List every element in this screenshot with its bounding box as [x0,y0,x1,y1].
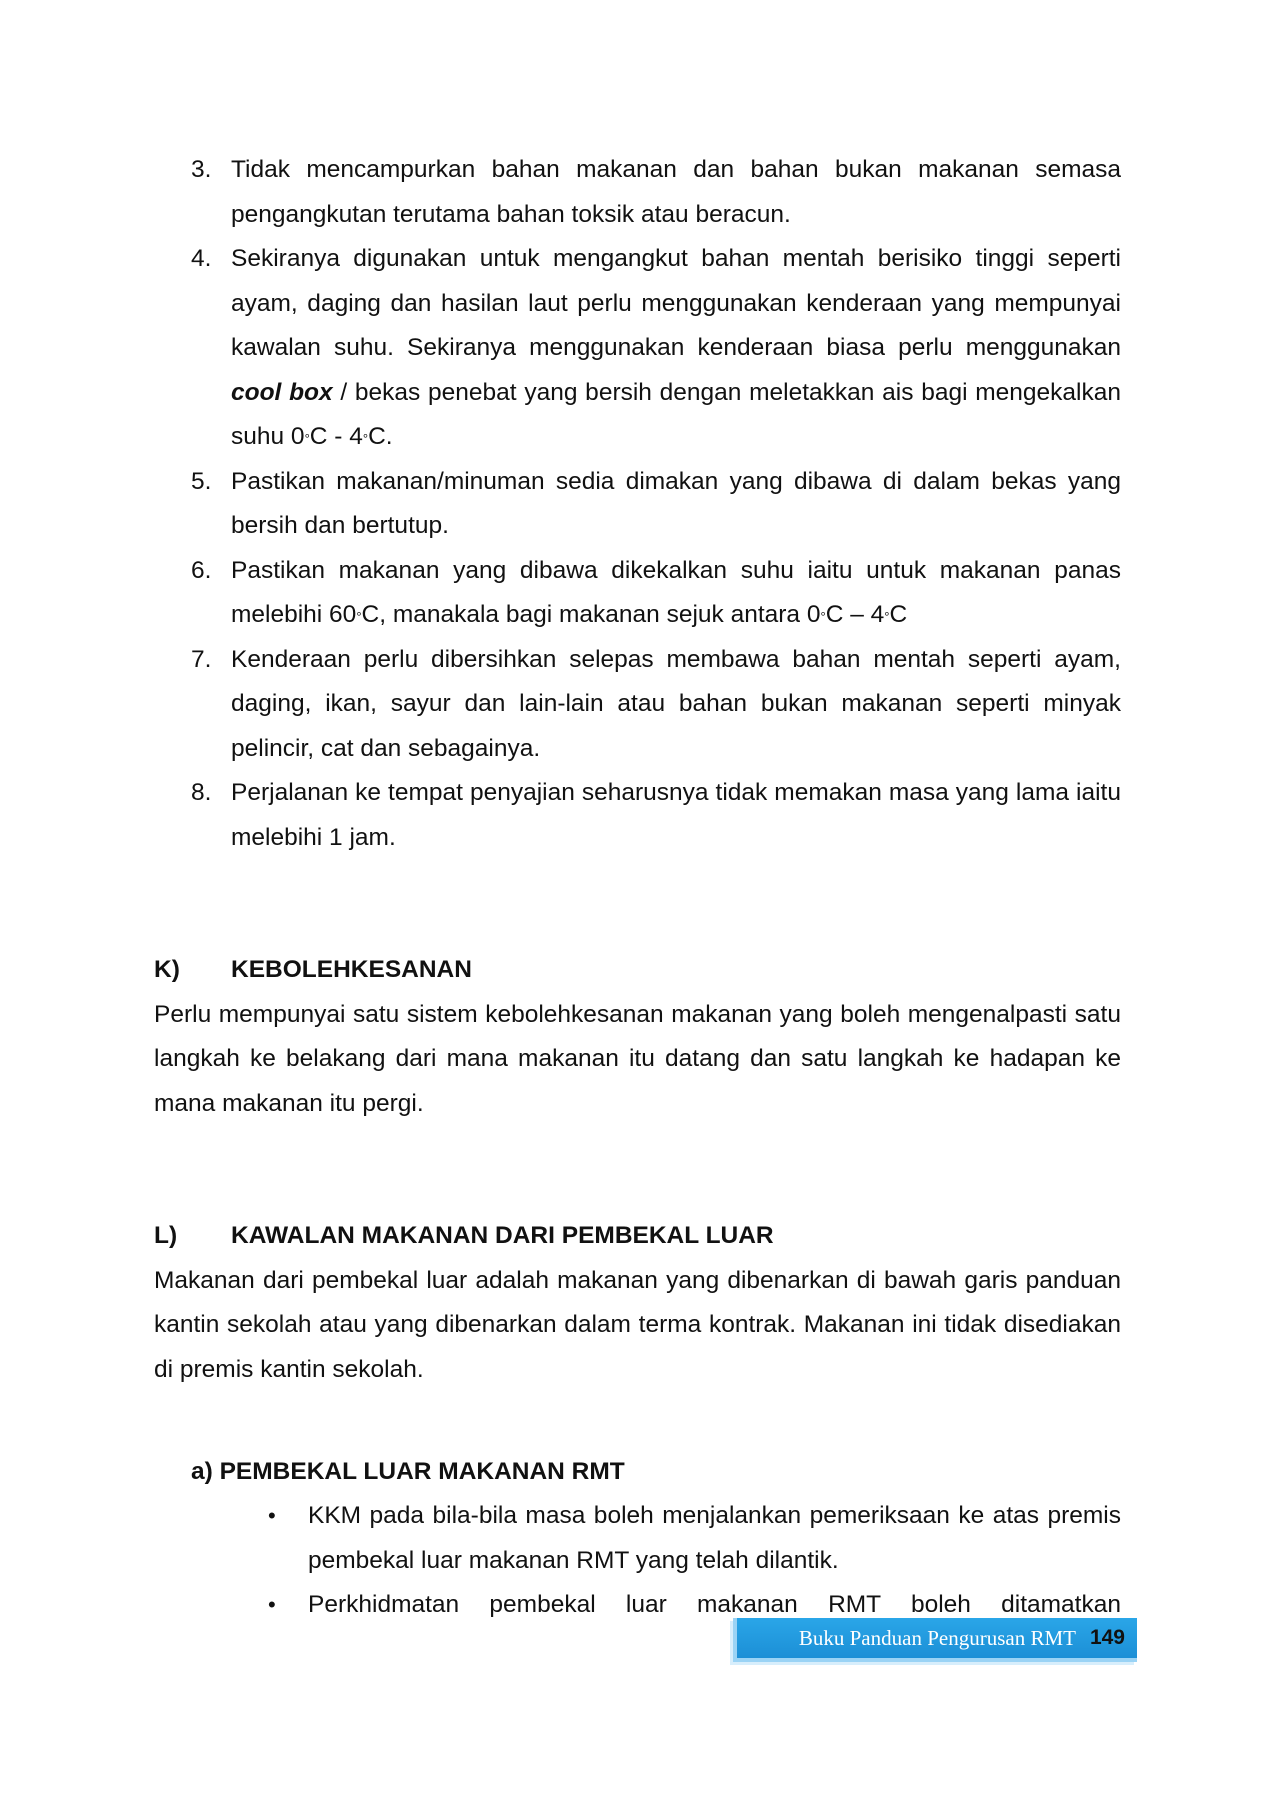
degree-symbol: ° [884,609,890,624]
list-number: 7. [191,645,212,673]
subsection-a [191,1450,1121,1495]
list-text: Perjalanan ke tempat penyajian seharusnya tidak memakan masa yang lama iaitu melebihi 1 jam. [231,779,1121,851]
list-number: 4. [191,245,212,272]
section-title: KAWALAN MAKANAN DARI PEMBEKAL LUAR [231,1222,774,1249]
list-text: Pastikan makanan/minuman sedia dimakan yang dibawa di dalam bekas yang bersih dan bertutup. [231,467,1121,539]
list-item [191,460,1121,549]
bullet-dot-icon: • [268,1592,276,1617]
list-number: 3. [191,156,212,183]
degree-symbol: ° [356,609,362,624]
section-k [154,948,1121,1126]
bullet-text: Perkhidmatan pembekal luar makanan RMT boleh ditamatkan [308,1591,1121,1618]
emphasis-cool-box: cool box [231,378,333,406]
list-text: Kenderaan perlu dibersihkan selepas membawa bahan mentah seperti ayam, daging, ikan, sayur dan lain-lain atau bahan bukan makanan seperti minyak pelincir, cat dan sebagainya. [231,645,1121,762]
list-number: 6. [191,556,212,584]
section-letter: K) [154,956,180,983]
degree-symbol: ° [362,431,369,446]
section-k-heading [154,948,1121,993]
section-l-body: Makanan dari pembekal luar adalah makanan yang dibenarkan di bawah garis panduan kantin sekolah atau yang dibenarkan dalam terma kontrak. Makanan ini tidak disediakan di premis kantin sekolah. [154,1266,1121,1383]
list-text: C – 4 [825,601,885,628]
list-text: C [889,601,908,628]
list-text: C - 4 [309,423,363,450]
bullet-item [268,1494,1121,1583]
footer-banner [733,1618,1137,1662]
list-item [191,771,1121,860]
footer-title: Buku Panduan Pengurusan RMT [798,1625,1076,1650]
list-text: / bekas penebat yang bersih dengan meletakkan ais bagi mengekalkan suhu 0 [231,378,1121,450]
bullet-text: KKM pada bila-bila masa boleh menjalankan pemeriksaan ke atas premis pembekal luar makanan RMT yang telah dilantik. [308,1502,1121,1574]
section-letter: L) [154,1222,178,1249]
list-item [191,148,1121,237]
section-l-heading [154,1214,1121,1259]
subsection-a-heading: a) PEMBEKAL LUAR MAKANAN RMT [191,1458,625,1485]
list-text: Sekiranya digunakan untuk mengangkut bahan mentah berisiko tinggi seperti ayam, daging dan hasilan laut perlu menggunakan kenderaan yang mempunyai kawalan suhu. Sekiranya menggunakan kenderaan biasa perlu menggunakan [231,245,1121,361]
degree-symbol: ° [820,609,826,624]
list-number: 8. [191,779,212,806]
list-item [191,638,1121,772]
list-text: C. [368,423,393,450]
transport-rules-list [191,148,1121,860]
list-text: C, manakala bagi makanan sejuk antara 0 [361,601,821,628]
bullet-dot-icon: • [268,1503,276,1528]
section-l [154,1214,1121,1392]
page-number: 149 [1089,1626,1125,1649]
degree-symbol: ° [304,431,310,446]
list-item [191,549,1121,638]
list-number: 5. [191,467,212,495]
list-text: Pastikan makanan yang dibawa dikekalkan suhu iaitu untuk makanan panas melebihi 60 [231,556,1121,628]
list-item [191,237,1121,460]
section-k-body: Perlu mempunyai satu sistem kebolehkesanan makanan yang boleh mengenalpasti satu langkah ke belakang dari mana makanan itu datang dan satu langkah ke hadapan ke mana makanan itu pergi. [154,1000,1121,1117]
list-text: Tidak mencampurkan bahan makanan dan bahan bukan makanan semasa pengangkutan terutama bahan toksik atau beracun. [231,156,1121,228]
section-title: KEBOLEHKESANAN [231,956,472,983]
subsection-a-bullets [268,1494,1121,1628]
